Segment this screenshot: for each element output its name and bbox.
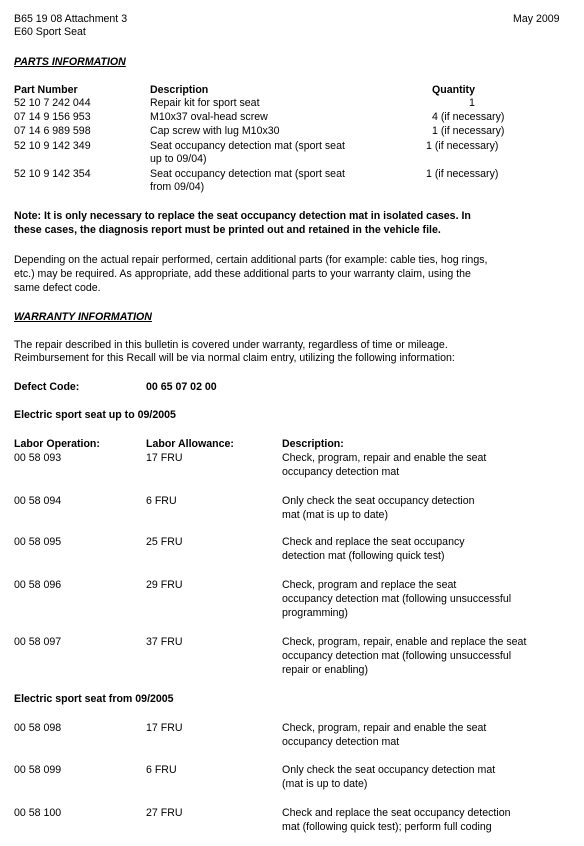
- warranty-heading: WARRANTY INFORMATION: [14, 311, 152, 323]
- labor-description: programming): [282, 607, 348, 619]
- part-number: 07 14 6 989 598: [14, 125, 91, 137]
- labor-description: repair or enabling): [282, 664, 368, 676]
- part-description: Seat occupancy detection mat (sport seat: [150, 140, 345, 152]
- part-number: 52 10 7 242 044: [14, 97, 91, 109]
- labor-description: Check, program, repair, enable and replace the seat: [282, 636, 527, 648]
- part-description: Repair kit for sport seat: [150, 97, 260, 109]
- additional-text: Depending on the actual repair performed, certain additional parts (for example: cable ties, hog rings,: [14, 254, 488, 266]
- additional-text: same defect code.: [14, 282, 101, 294]
- labor-description: Check and replace the seat occupancy: [282, 536, 465, 548]
- labor-description: Check and replace the seat occupancy detection: [282, 807, 511, 819]
- part-description: Seat occupancy detection mat (sport seat: [150, 168, 345, 180]
- col-part-number: Part Number: [14, 84, 78, 96]
- labor-description: mat (following quick test); perform full coding: [282, 821, 492, 833]
- labor-description: Check, program, repair and enable the seat: [282, 452, 487, 464]
- labor-description: mat (mat is up to date): [282, 509, 388, 521]
- labor-allowance: 25 FRU: [146, 536, 183, 548]
- labor-operation: 00 58 098: [14, 722, 62, 734]
- part-quantity: 1 (if necessary): [426, 140, 499, 152]
- labor-description: Only check the seat occupancy detection: [282, 495, 475, 507]
- labor-allowance: 6 FRU: [146, 495, 177, 507]
- part-description: Cap screw with lug M10x30: [150, 125, 280, 137]
- labor-description: detection mat (following quick test): [282, 550, 445, 562]
- part-number: 52 10 9 142 349: [14, 140, 91, 152]
- part-number: 07 14 9 156 953: [14, 111, 91, 123]
- labor-description: Only check the seat occupancy detection mat: [282, 764, 496, 776]
- section-title: Electric sport seat from 09/2005: [14, 693, 174, 705]
- note-line: Note: It is only necessary to replace the seat occupancy detection mat in isolated cases. In: [14, 210, 471, 222]
- col-labor-description: Description:: [282, 438, 344, 450]
- part-quantity: 1 (if necessary): [426, 168, 499, 180]
- part-number: 52 10 9 142 354: [14, 168, 91, 180]
- part-quantity: 1: [469, 97, 475, 109]
- labor-allowance: 17 FRU: [146, 722, 183, 734]
- vehicle-model: E60 Sport Seat: [14, 26, 86, 38]
- labor-description: Check, program, repair and enable the seat: [282, 722, 487, 734]
- col-labor-operation: Labor Operation:: [14, 438, 100, 450]
- labor-allowance: 29 FRU: [146, 579, 183, 591]
- labor-allowance: 37 FRU: [146, 636, 183, 648]
- labor-allowance: 6 FRU: [146, 764, 177, 776]
- labor-description: Check, program and replace the seat: [282, 579, 457, 591]
- labor-allowance: 17 FRU: [146, 452, 183, 464]
- defect-code-label: Defect Code:: [14, 381, 80, 393]
- labor-operation: 00 58 094: [14, 495, 62, 507]
- additional-text: etc.) may be required. As appropriate, add these additional parts to your warranty claim, using the: [14, 268, 471, 280]
- labor-description: occupancy detection mat: [282, 466, 400, 478]
- labor-operation: 00 58 095: [14, 536, 62, 548]
- section-title: Electric sport seat up to 09/2005: [14, 409, 176, 421]
- part-description: up to 09/04): [150, 153, 207, 165]
- warranty-text: The repair described in this bulletin is covered under warranty, regardless of time or mileage.: [14, 339, 448, 351]
- labor-operation: 00 58 097: [14, 636, 62, 648]
- note-line: these cases, the diagnosis report must be printed out and retained in the vehicle file.: [14, 224, 441, 236]
- col-quantity: Quantity: [432, 84, 475, 96]
- labor-operation: 00 58 100: [14, 807, 62, 819]
- labor-description: (mat is up to date): [282, 778, 368, 790]
- part-description: from 09/04): [150, 181, 205, 193]
- part-description: M10x37 oval-head screw: [150, 111, 268, 123]
- part-quantity: 4 (if necessary): [432, 111, 505, 123]
- col-labor-allowance: Labor Allowance:: [146, 438, 234, 450]
- parts-heading: PARTS INFORMATION: [14, 56, 126, 68]
- part-quantity: 1 (if necessary): [432, 125, 505, 137]
- bulletin-date: May 2009: [513, 13, 560, 25]
- labor-operation: 00 58 093: [14, 452, 62, 464]
- warranty-text: Reimbursement for this Recall will be via normal claim entry, utilizing the following information:: [14, 352, 455, 364]
- labor-operation: 00 58 096: [14, 579, 62, 591]
- labor-allowance: 27 FRU: [146, 807, 183, 819]
- labor-description: occupancy detection mat (following unsuccessful: [282, 593, 512, 605]
- labor-operation: 00 58 099: [14, 764, 62, 776]
- col-description: Description: [150, 84, 209, 96]
- bulletin-number: B65 19 08 Attachment 3: [14, 13, 128, 25]
- defect-code-value: 00 65 07 02 00: [146, 381, 217, 393]
- labor-description: occupancy detection mat: [282, 736, 400, 748]
- labor-description: occupancy detection mat (following unsuccessful: [282, 650, 512, 662]
